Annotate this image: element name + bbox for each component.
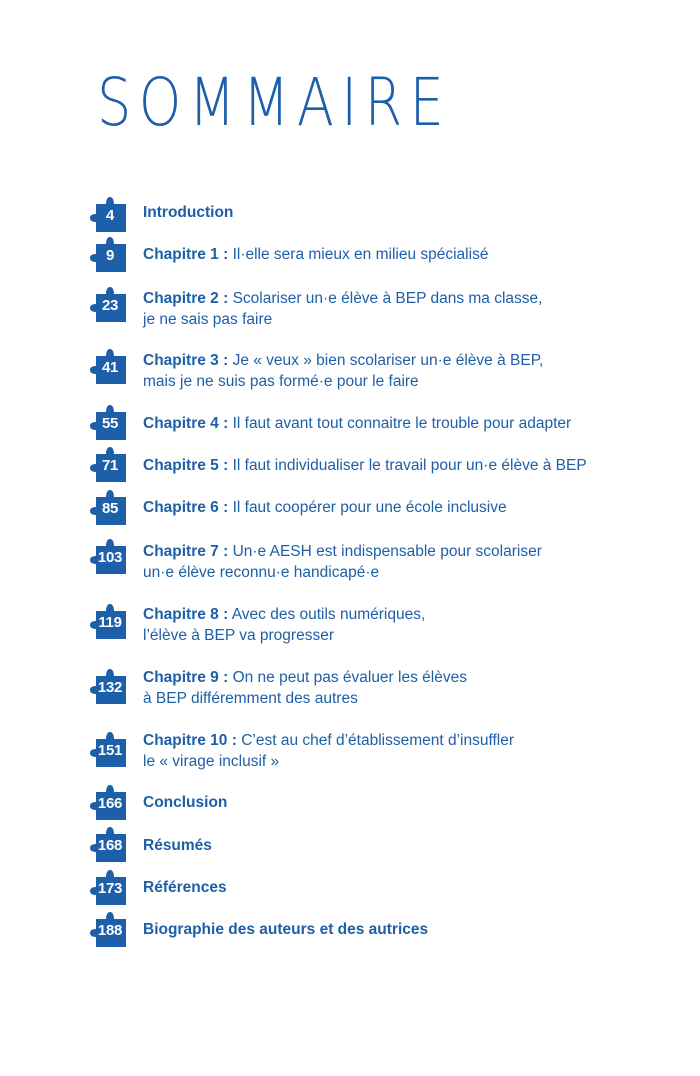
- chapter-label: Chapitre 7 :: [143, 543, 229, 560]
- chapter-title: Références: [143, 879, 227, 896]
- chapter-label: Chapitre 4 :: [143, 415, 229, 432]
- page-number: 166: [97, 795, 123, 812]
- puzzle-piece-icon: [94, 830, 126, 862]
- toc-entry-text: [143, 730, 663, 772]
- page-number: 71: [101, 457, 119, 474]
- toc-entry-text: [143, 792, 663, 813]
- toc-entry-text: [143, 835, 663, 856]
- page-number: 55: [101, 415, 119, 432]
- chapter-label: Chapitre 3 :: [143, 352, 229, 369]
- chapter-label: Chapitre 10 :: [143, 732, 237, 749]
- page-number: 151: [97, 742, 123, 759]
- page-number: 9: [105, 247, 115, 264]
- toc-entry-text: [143, 497, 663, 518]
- toc-entry-text: [143, 541, 663, 583]
- page-number: 23: [101, 297, 119, 314]
- chapter-title: Il faut avant tout connaitre le trouble pour adapter: [232, 415, 572, 432]
- puzzle-piece-icon: [94, 915, 126, 947]
- puzzle-piece-icon: [94, 672, 126, 704]
- chapter-label: Chapitre 9 :: [143, 669, 229, 686]
- chapter-title: C’est au chef d’établissement d’insuffler le « virage inclusif »: [143, 732, 515, 770]
- puzzle-piece-icon: [94, 788, 126, 820]
- chapter-title: On ne peut pas évaluer les élèves à BEP différemment des autres: [143, 669, 467, 707]
- chapter-title: Introduction: [143, 204, 234, 221]
- page-number: 119: [98, 614, 122, 631]
- chapter-title: Avec des outils numériques, l’élève à BEP va progresser: [143, 606, 426, 644]
- page-number: 132: [97, 679, 123, 696]
- chapter-title: Conclusion: [143, 794, 228, 811]
- puzzle-piece-icon: [94, 240, 126, 272]
- chapter-label: Chapitre 1 :: [143, 246, 229, 263]
- puzzle-piece-icon: [94, 873, 126, 905]
- puzzle-piece-icon: [94, 542, 126, 574]
- chapter-label: Chapitre 2 :: [143, 290, 229, 307]
- chapter-title: Résumés: [143, 837, 212, 854]
- puzzle-piece-icon: [94, 493, 126, 525]
- page-number: 173: [97, 880, 123, 897]
- chapter-label: Chapitre 6 :: [143, 499, 229, 516]
- puzzle-piece-icon: [94, 450, 126, 482]
- chapter-label: Chapitre 8 :: [143, 606, 229, 623]
- page-number: 4: [105, 207, 115, 224]
- toc-entry-text: [143, 413, 663, 434]
- toc-entry-text: [143, 288, 663, 330]
- puzzle-piece-icon: [94, 735, 126, 767]
- puzzle-piece-icon: [94, 607, 126, 639]
- toc-entry-text: [143, 604, 663, 646]
- page-number: 103: [97, 549, 123, 566]
- toc-entry-text: [143, 244, 663, 265]
- toc-entry-text: [143, 202, 663, 223]
- chapter-title: Biographie des auteurs et des autrices: [143, 921, 429, 938]
- puzzle-piece-icon: [94, 408, 126, 440]
- toc-entry-text: [143, 350, 663, 392]
- page-number: 168: [97, 837, 123, 854]
- puzzle-piece-icon: [94, 352, 126, 384]
- toc-entry-text: [143, 877, 663, 898]
- page-number: 188: [97, 922, 123, 939]
- puzzle-piece-icon: [94, 200, 126, 232]
- toc-entry-text: [143, 667, 663, 709]
- toc-entry-text: [143, 919, 663, 940]
- chapter-title: Je « veux » bien scolariser un·e élève à BEP, mais je ne suis pas formé·e pour le faire: [143, 352, 544, 390]
- page-number: 41: [101, 359, 119, 376]
- chapter-title: Il faut coopérer pour une école inclusive: [232, 499, 507, 516]
- page-title: SOMMAIRE: [97, 64, 452, 141]
- chapter-title: Il faut individualiser le travail pour un·e élève à BEP: [232, 457, 587, 474]
- toc-entry-text: [143, 455, 663, 476]
- chapter-title: Un·e AESH est indispensable pour scolariser un·e élève reconnu·e handicapé·e: [143, 543, 542, 581]
- chapter-title: Scolariser un·e élève à BEP dans ma classe, je ne sais pas faire: [143, 290, 543, 328]
- puzzle-piece-icon: [94, 290, 126, 322]
- chapter-label: Chapitre 5 :: [143, 457, 229, 474]
- chapter-title: Il·elle sera mieux en milieu spécialisé: [232, 246, 489, 263]
- page-number: 85: [101, 500, 119, 517]
